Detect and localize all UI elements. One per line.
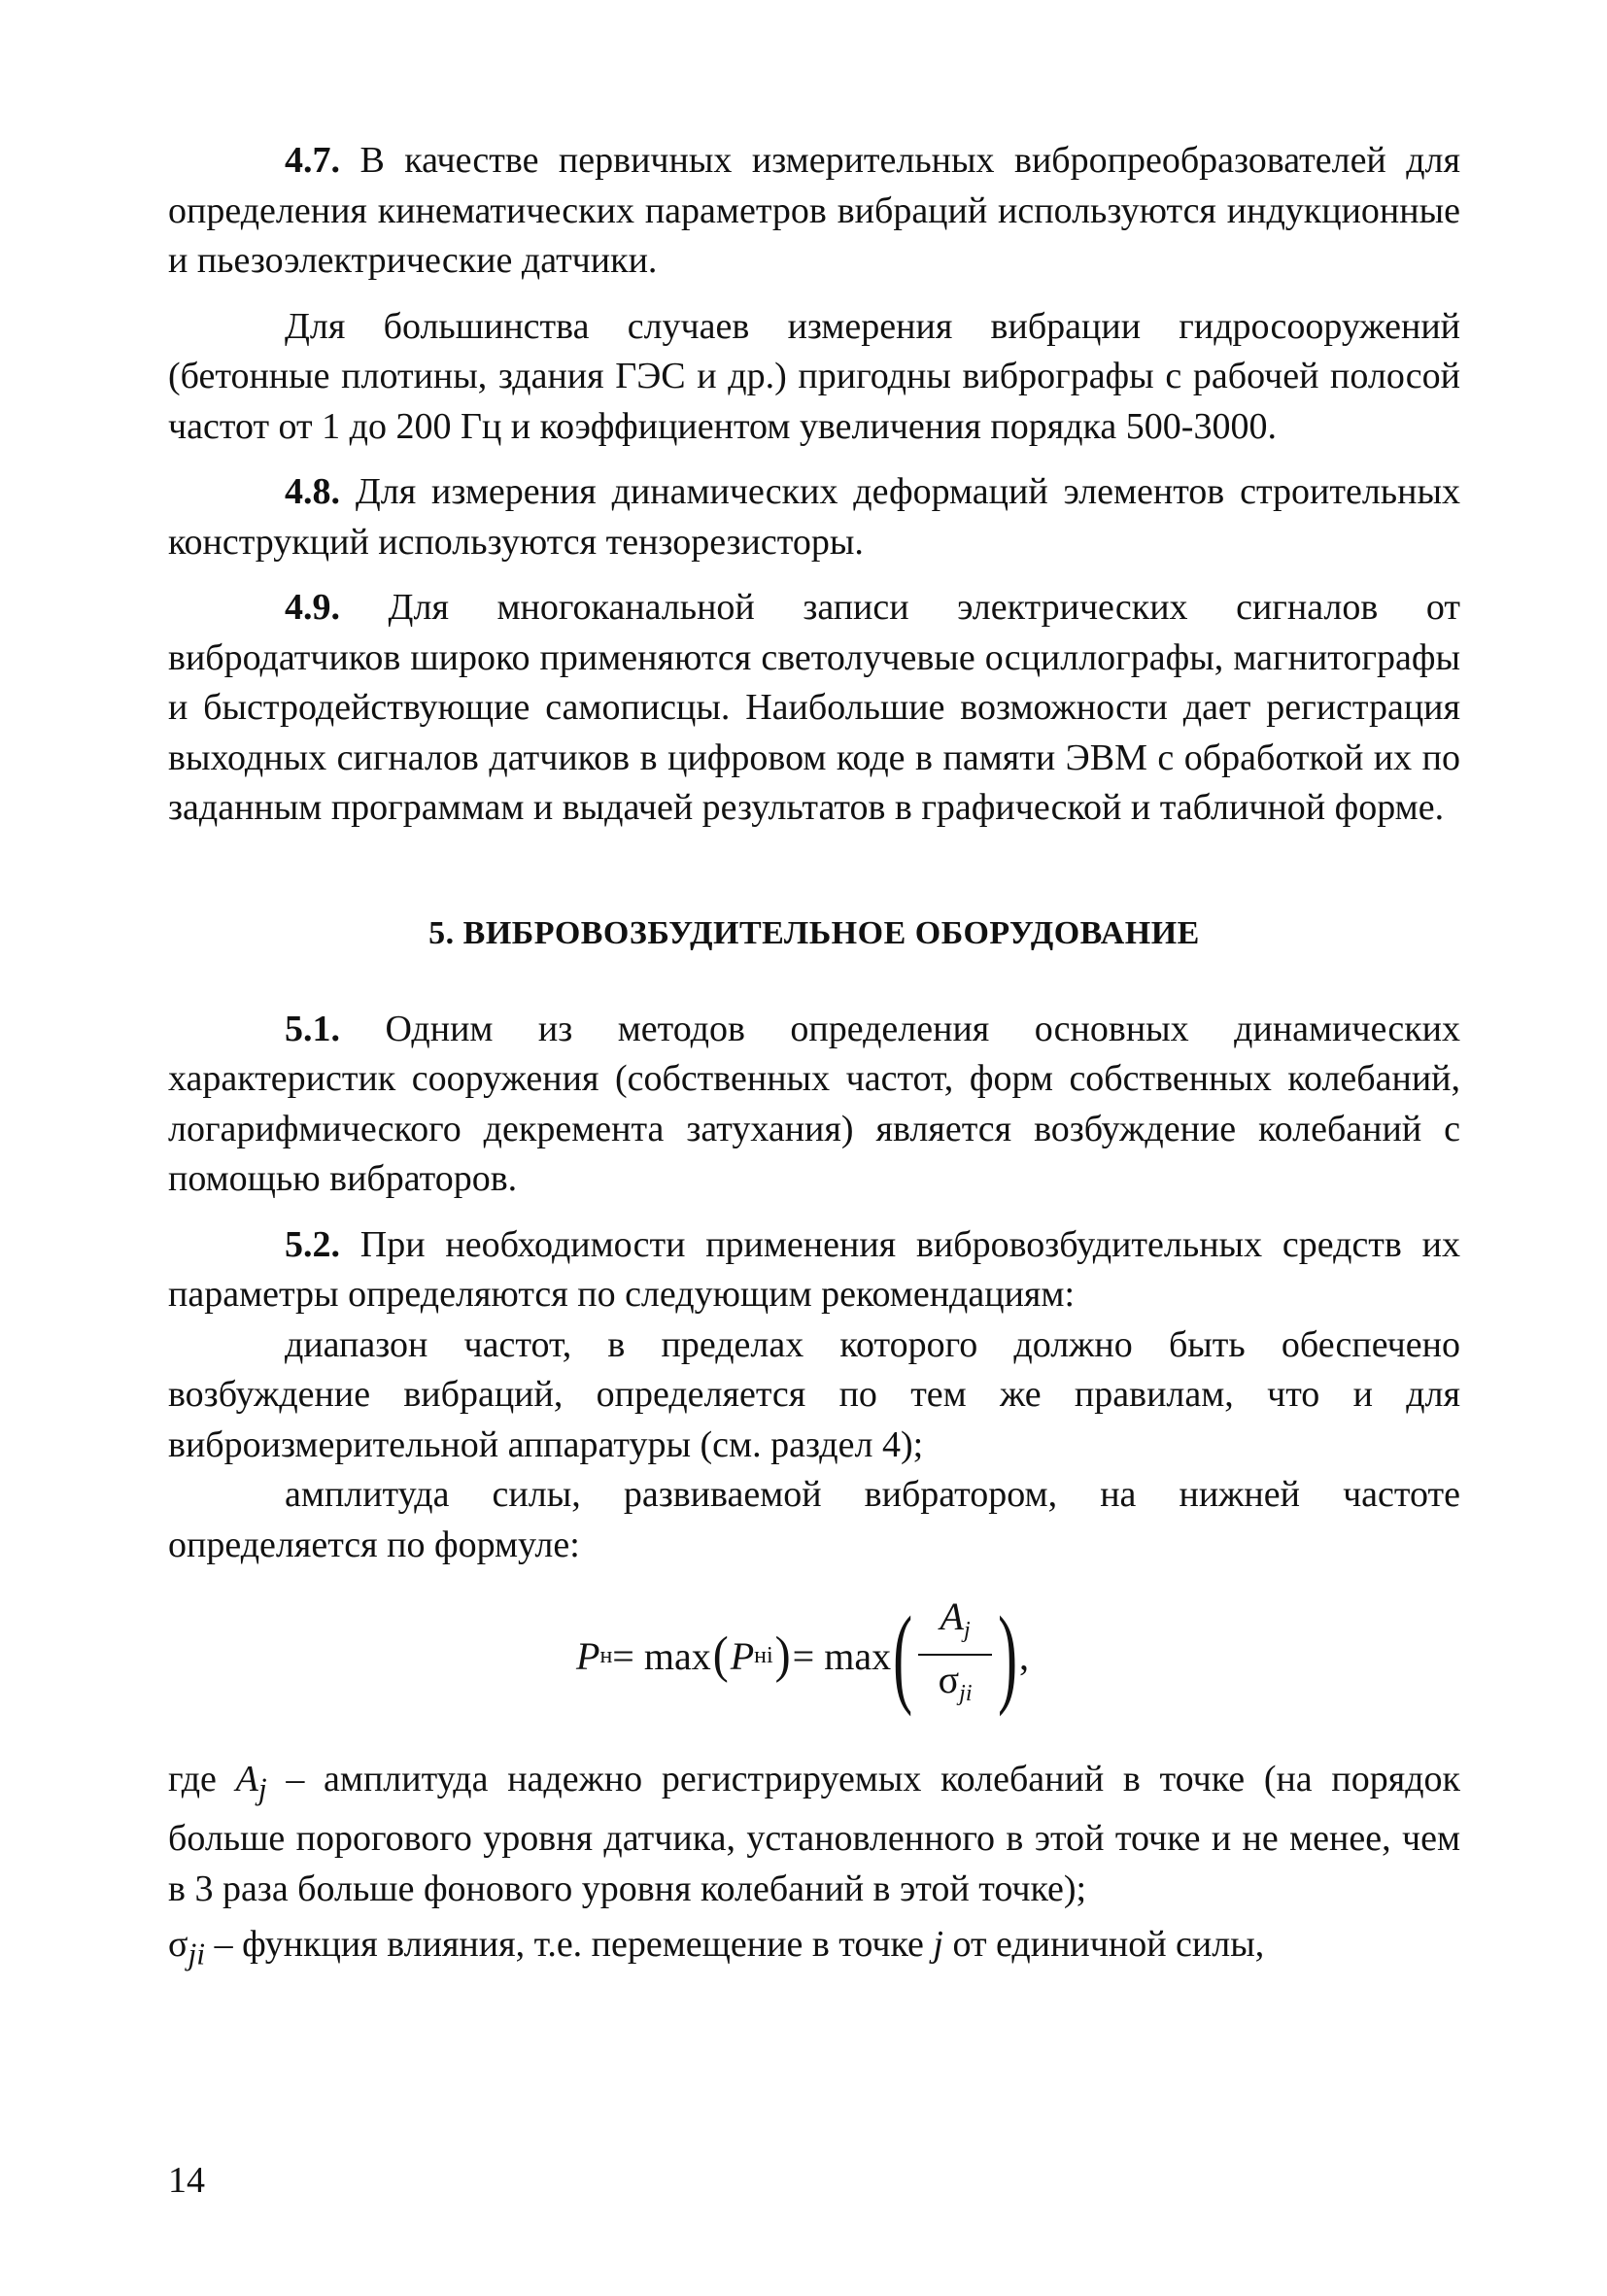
sigma-point-j: j xyxy=(933,1924,943,1966)
section-heading-5: 5. ВИБРОВОЗБУДИТЕЛЬНОЕ ОБОРУДОВАНИЕ xyxy=(428,914,1200,951)
formula-paren-left-2: ( xyxy=(893,1594,913,1717)
paragraph-4-7 xyxy=(168,136,1460,287)
formula-mid-sub: нi xyxy=(754,1642,773,1668)
formula-max-1: = max xyxy=(612,1633,711,1678)
where-symbol-sub: j xyxy=(257,1771,267,1806)
paragraph-4-9-text: Для многоканальной записи электрических сигналов от вибродатчиков широко применяются светолучевые осциллографы, магнитографы и быстродействующие самописцы. Наибольшие возможности дает регистрация выходных сигналов датчиков в цифровом коде в памяти ЭВМ с обработкой их по заданным программам и выдачей результатов в графической и табличной форме. xyxy=(168,587,1460,828)
paragraph-4-9 xyxy=(168,583,1460,834)
where-symbol: A xyxy=(235,1759,258,1799)
paragraph-where-amplitude xyxy=(168,1755,1460,1914)
section-number-4-7: 4.7. xyxy=(285,140,340,181)
formula-paren-left-1: ( xyxy=(712,1627,729,1684)
page-number: 14 xyxy=(168,2160,205,2201)
paragraph-force-amplitude: амплитуда силы, развиваемой вибратором, на нижней частоте определяется по формуле: xyxy=(168,1474,1460,1565)
paragraph-5-2 xyxy=(168,1220,1460,1320)
paragraph-4-7-text: В качестве первичных измерительных вибропреобразователей для определения кинематических параметров вибраций используются индукционные и пьезоэлектрические датчики. xyxy=(168,140,1460,281)
formula-lhs-sub: н xyxy=(599,1642,613,1668)
section-number-4-9: 4.9. xyxy=(285,587,340,628)
formula-numerator xyxy=(935,1593,976,1654)
formula-tail: , xyxy=(1019,1633,1030,1678)
sigma-symbol: σ xyxy=(168,1924,188,1966)
sigma-symbol-sub: ji xyxy=(188,1936,206,1971)
formula-numerator-symbol: A xyxy=(940,1594,964,1638)
formula-max-2: = max xyxy=(792,1633,892,1678)
paragraph-4-7-continued: Для большинства случаев измерения вибрации гидросооружений (бетонные плотины, здания ГЭС и др.) пригодны вибрографы с рабочей полосой частот от 1 до 200 Гц и коэффициентом увеличения порядка 500-3000. xyxy=(168,305,1460,447)
where-lead: где xyxy=(168,1759,236,1799)
formula-denominator-sub: ji xyxy=(959,1681,973,1706)
paragraph-4-8 xyxy=(168,467,1460,567)
section-number-5-1: 5.1. xyxy=(285,1008,340,1049)
formula-lhs: P xyxy=(576,1633,600,1678)
page-body xyxy=(168,136,1460,1979)
paragraph-5-1 xyxy=(168,1005,1460,1205)
paragraph-5-2-text: При необходимости применения вибровозбудительных средств их параметры определяются по следующим рекомендациям: xyxy=(168,1223,1460,1315)
formula-mid: P xyxy=(730,1633,755,1678)
formula-paren-right-2: ) xyxy=(998,1594,1018,1717)
formula-denominator xyxy=(933,1656,978,1718)
formula-paren-right-1: ) xyxy=(774,1627,791,1684)
paragraph-4-8-text: Для измерения динамических деформаций элементов строительных конструкций используются тензорезисторы. xyxy=(168,471,1460,563)
paragraph-influence-function xyxy=(168,1920,1460,1979)
paragraph-5-1-text: Одним из методов определения основных динамических характеристик сооружения (собственных частот, форм собственных колебаний, логарифмического декремента затухания) является возбуждение колебаний с помощью вибраторов. xyxy=(168,1008,1460,1199)
paragraph-frequency-range: диапазон частот, в пределах которого должно быть обеспечено возбуждение вибраций, определяется по тем же правилам, что и для виброизмерительной аппаратуры (см. раздел 4); xyxy=(168,1323,1460,1465)
sigma-text-1: – функция влияния, т.е. перемещение в точке xyxy=(205,1924,934,1966)
force-formula xyxy=(576,1595,1029,1716)
formula-block xyxy=(168,1590,1460,1722)
section-number-5-2: 5.2. xyxy=(285,1223,340,1265)
where-text: – амплитуда надежно регистрируемых колебаний в точке (на порядок больше порогового уровня датчика, установленного в этой точке и не менее, чем в 3 раза больше фонового уровня колебаний в этой точке); xyxy=(168,1759,1460,1909)
formula-denominator-symbol: σ xyxy=(938,1658,960,1701)
formula-numerator-sub: j xyxy=(963,1618,971,1643)
formula-fraction xyxy=(918,1593,992,1718)
section-number-4-8: 4.8. xyxy=(285,471,340,512)
sigma-text-2: от единичной силы, xyxy=(942,1924,1265,1966)
